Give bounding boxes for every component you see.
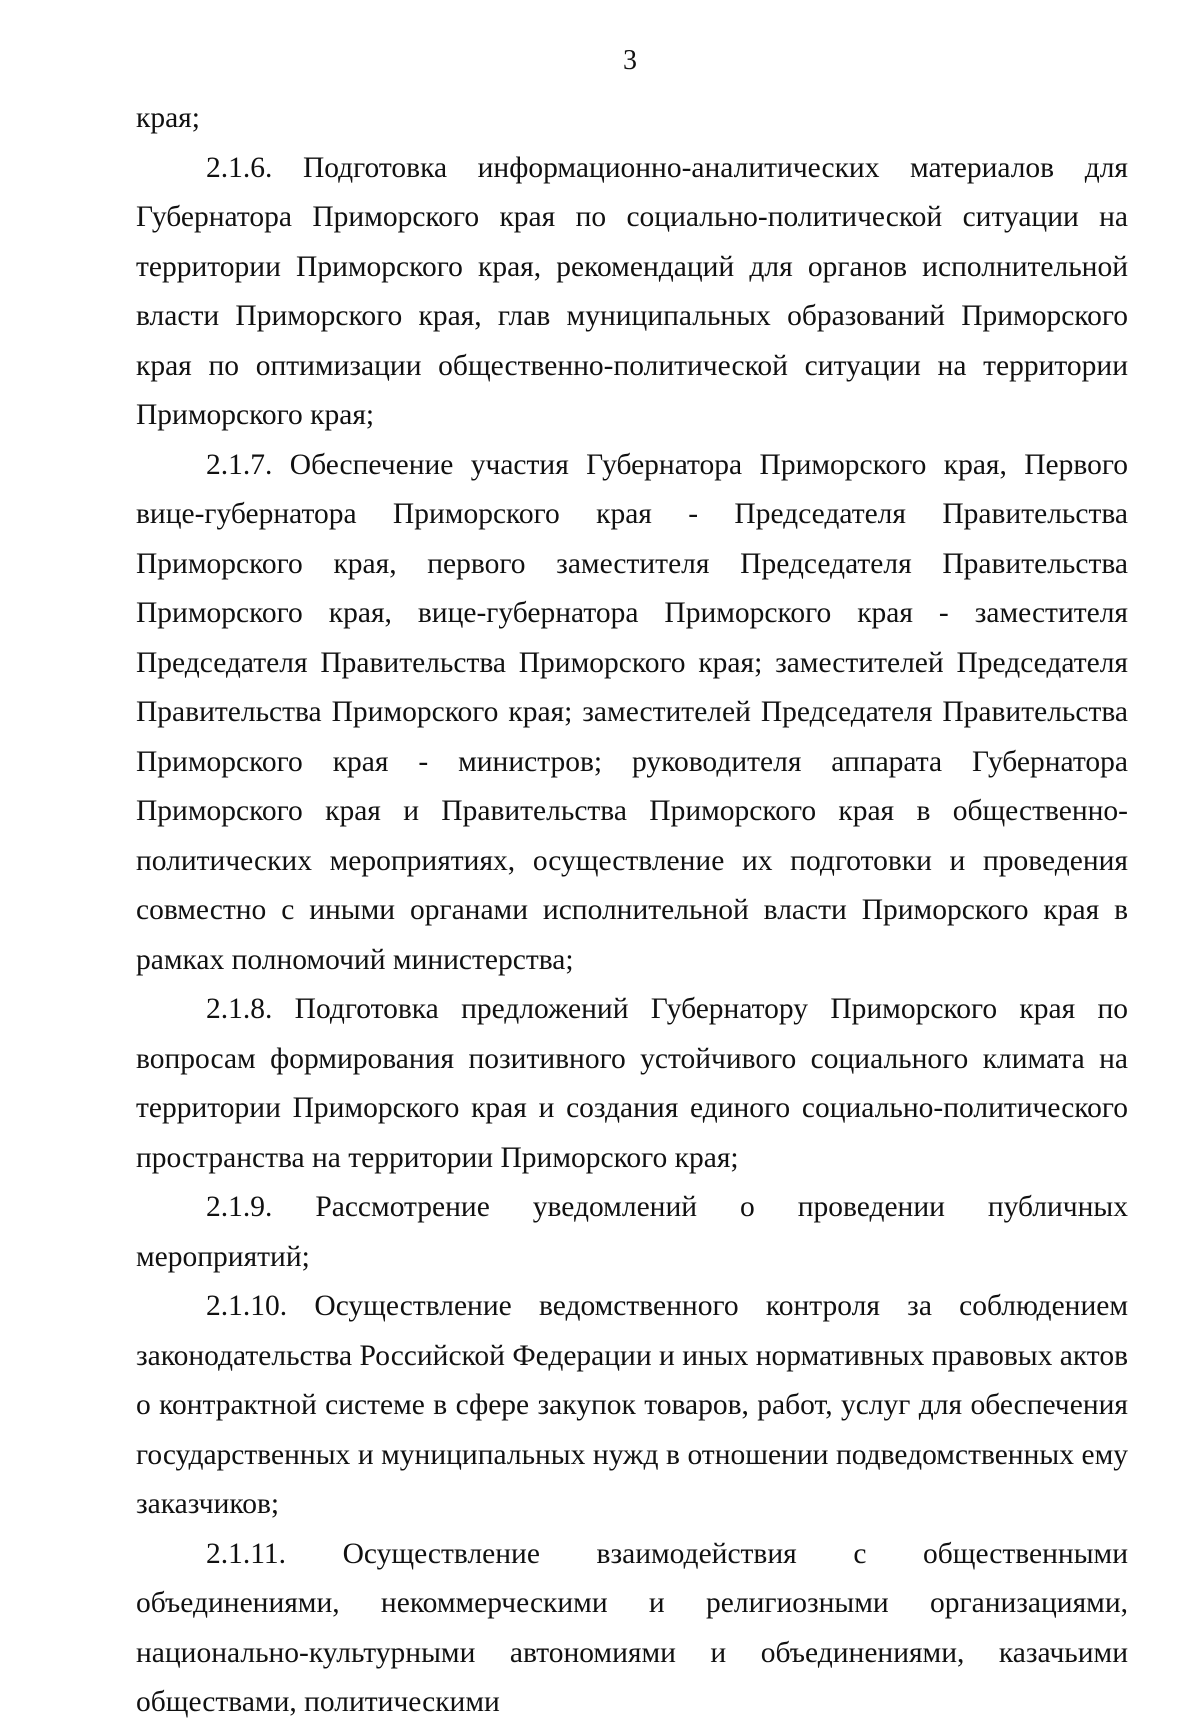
- paragraph-2-1-7: 2.1.7. Обеспечение участия Губернатора Приморского края, Первого вице-губернатора Приморского края - Председателя Правительства Приморского края, первого заместителя Председателя Правительства Приморского края, вице-губернатора Приморского края - заместителя Председателя Правительства Приморского края; заместителей Председателя Правительства Приморского края; заместителей Председателя Правительства Приморского края - министров; руководителя аппарата Губернатора Приморского края и Правительства Приморского края в общественно-политических мероприятиях, осуществление их подготовки и проведения совместно с иными органами исполнительной власти Приморского края в рамках полномочий министерства;: [136, 448, 1128, 976]
- paragraph-2-1-9: 2.1.9. Рассмотрение уведомлений о проведении публичных мероприятий;: [136, 1191, 1128, 1273]
- paragraph-continuation: края;: [136, 102, 200, 134]
- document-body: [136, 94, 1128, 1728]
- paragraph-2-1-11: 2.1.11. Осуществление взаимодействия с общественными объединениями, некоммерческими и религиозными организациями, национально-культурными автономиями и объединениями, казачьими обществами, политическими: [136, 1537, 1128, 1718]
- page-number: 3: [623, 45, 637, 76]
- paragraph-2-1-8: 2.1.8. Подготовка предложений Губернатору Приморского края по вопросам формирования позитивного устойчивого социального климата на территории Приморского края и создания единого социально-политического пространства на территории Приморского края;: [136, 993, 1128, 1174]
- paragraph-2-1-10: 2.1.10. Осуществление ведомственного контроля за соблюдением законодательства Российской Федерации и иных нормативных правовых актов о контрактной системе в сфере закупок товаров, работ, услуг для обеспечения государственных и муниципальных нужд в отношении подведомственных ему заказчиков;: [136, 1290, 1128, 1520]
- paragraph-2-1-6: 2.1.6. Подготовка информационно-аналитических материалов для Губернатора Приморского края по социально-политической ситуации на территории Приморского края, рекомендаций для органов исполнительной власти Приморского края, глав муниципальных образований Приморского края по оптимизации общественно-политической ситуации на территории Приморского края;: [136, 151, 1128, 431]
